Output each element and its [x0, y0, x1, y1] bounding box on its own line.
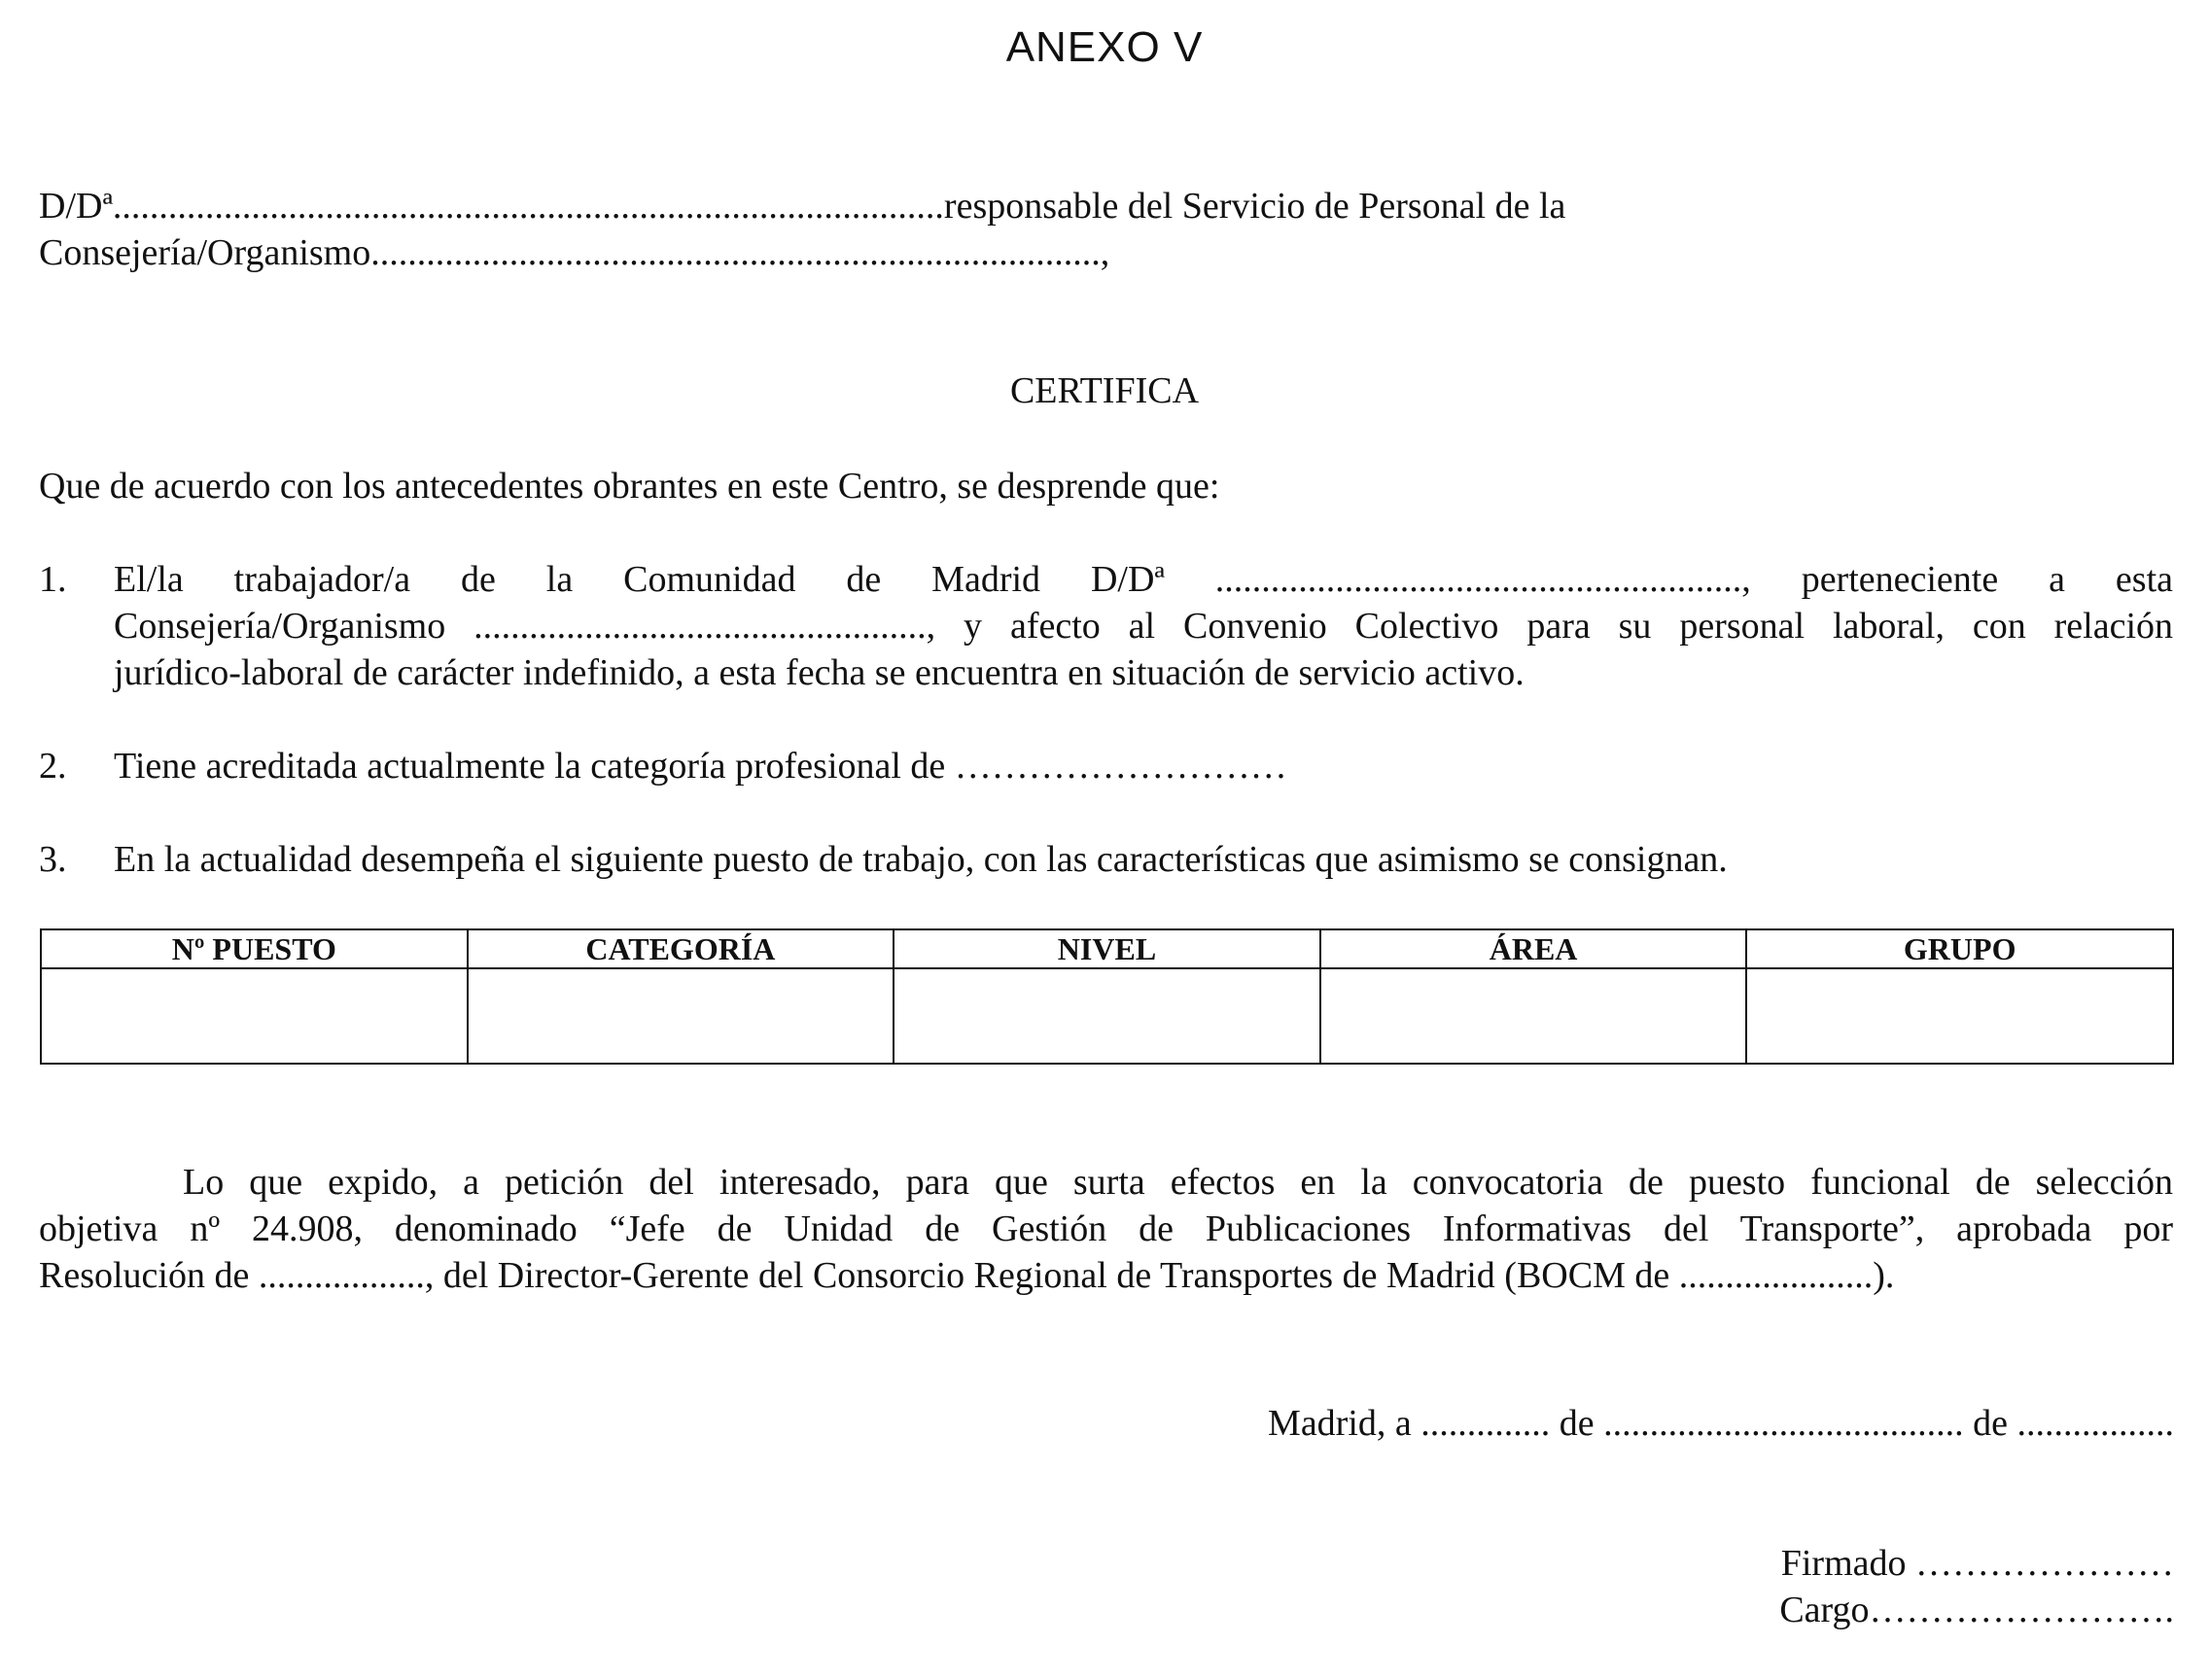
closing-line-3: Resolución de .................., del Director-Gerente del Consorcio Regional de Transportes de Madrid (BOCM de .....................). [39, 1255, 1895, 1296]
column-header-area: ÁREA [1320, 929, 1747, 968]
list-item-line: El/la trabajador/a de la Comunidad de Madrid D/Dª ........................................................., perteneciente a esta [114, 559, 2173, 600]
signed-line: Firmado ………………… [1780, 1543, 2174, 1584]
position-table [40, 928, 2174, 1065]
position-line: Cargo……………………. [1779, 1590, 2174, 1630]
closing-line-1 [39, 1159, 2173, 1206]
table-cell-area[interactable] [1320, 968, 1747, 1064]
table-cell-categoria[interactable] [468, 968, 894, 1064]
list-item-3 [39, 836, 2173, 883]
list-item-number: 2. [39, 746, 67, 787]
table-cell-puesto[interactable] [41, 968, 468, 1064]
column-header-nivel: NIVEL [894, 929, 1320, 968]
table-row [41, 968, 2173, 1064]
list-item-1 [39, 556, 2173, 696]
list-item-line: Consejería/Organismo ................................................., y afecto al Convenio Colectivo para su personal laboral, con relación [114, 606, 2173, 647]
list-item-number: 1. [39, 559, 67, 600]
closing-paragraph [39, 1159, 2173, 1299]
column-header-grupo: GRUPO [1746, 929, 2173, 968]
intro-text: Que de acuerdo con los antecedentes obrantes en este Centro, se desprende que: [39, 466, 1220, 507]
list-item-2 [39, 743, 2173, 789]
table-cell-grupo[interactable] [1746, 968, 2173, 1064]
column-header-puesto: Nº PUESTO [41, 929, 468, 968]
header-line-1: D/Dª..........................................................................................responsable del Servicio de Personal de la [39, 186, 1566, 227]
certifica-heading: CERTIFICA [1009, 370, 1200, 411]
list-item-text: En la actualidad desempeña el siguiente puesto de trabajo, con las características que asimismo se consignan. [114, 839, 1728, 880]
date-line: Madrid, a .............. de ....................................... de ................. [1268, 1403, 2174, 1444]
closing-line-2: objetiva nº 24.908, denominado “Jefe de Unidad de Gestión de Publicaciones Informativas del Transporte”, aprobada por [39, 1208, 2173, 1249]
table-header-row [41, 929, 2173, 968]
list-item-body [114, 556, 2173, 696]
list-item-text: Tiene acreditada actualmente la categoría profesional de ……………………… [114, 746, 1287, 787]
list-item-line: jurídico-laboral de carácter indefinido, a esta fecha se encuentra en situación de servicio activo. [114, 652, 1525, 693]
document-title: ANEXO V [1005, 23, 1204, 71]
table-cell-nivel[interactable] [894, 968, 1320, 1064]
header-line-2: Consejería/Organismo..............................................................................., [39, 232, 1110, 273]
list-item-number: 3. [39, 839, 67, 880]
closing-line-1-text: Lo que expido, a petición del interesado, para que surta efectos en la convocatoria de puesto funcional de selección [183, 1162, 2173, 1203]
column-header-categoria: CATEGORÍA [468, 929, 894, 968]
